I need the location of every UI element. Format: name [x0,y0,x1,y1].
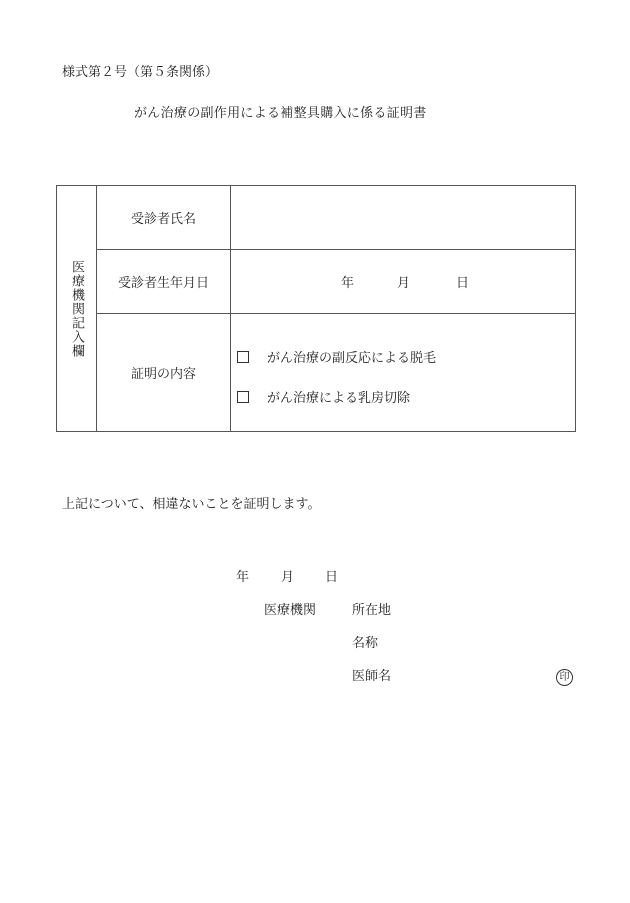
birth-month-label: 月 [397,276,411,291]
option-hair-loss[interactable] [237,347,436,366]
birth-year-label: 年 [341,276,355,291]
certificate-table [56,185,576,432]
issue-month-label: 月 [281,570,295,585]
institution-name-label: 名称 [352,636,379,651]
certification-statement: 上記について、相違ないことを証明します。 [62,497,321,512]
option-mastectomy[interactable] [237,387,410,406]
medical-institution-entry-label [57,186,96,431]
certification-content-label: 証明の内容 [130,367,196,382]
checkbox-icon[interactable] [237,351,249,363]
patient-name-label: 受診者氏名 [130,212,196,227]
form-number: 様式第２号（第５条関係） [62,65,219,80]
doctor-name-label: 医師名 [352,669,392,684]
birth-date-field[interactable] [231,250,575,313]
institution-label: 医療機関 [264,603,317,618]
birth-day-label: 日 [456,276,470,291]
issue-day-label: 日 [325,570,339,585]
birth-date-label: 受診者生年月日 [117,276,209,291]
option-hair-loss-text: がん治療の副反応による脱毛 [267,351,437,366]
checkbox-icon[interactable] [237,391,249,403]
side-label-text: 医療機関記入欄 [69,259,84,358]
seal-icon: 印 [556,669,573,686]
patient-name-field[interactable] [231,186,575,249]
issue-year-label: 年 [236,570,250,585]
address-label: 所在地 [352,603,392,618]
document-title: がん治療の副作用による補整具購入に係る証明書 [134,106,427,121]
option-mastectomy-text: がん治療による乳房切除 [267,391,411,406]
